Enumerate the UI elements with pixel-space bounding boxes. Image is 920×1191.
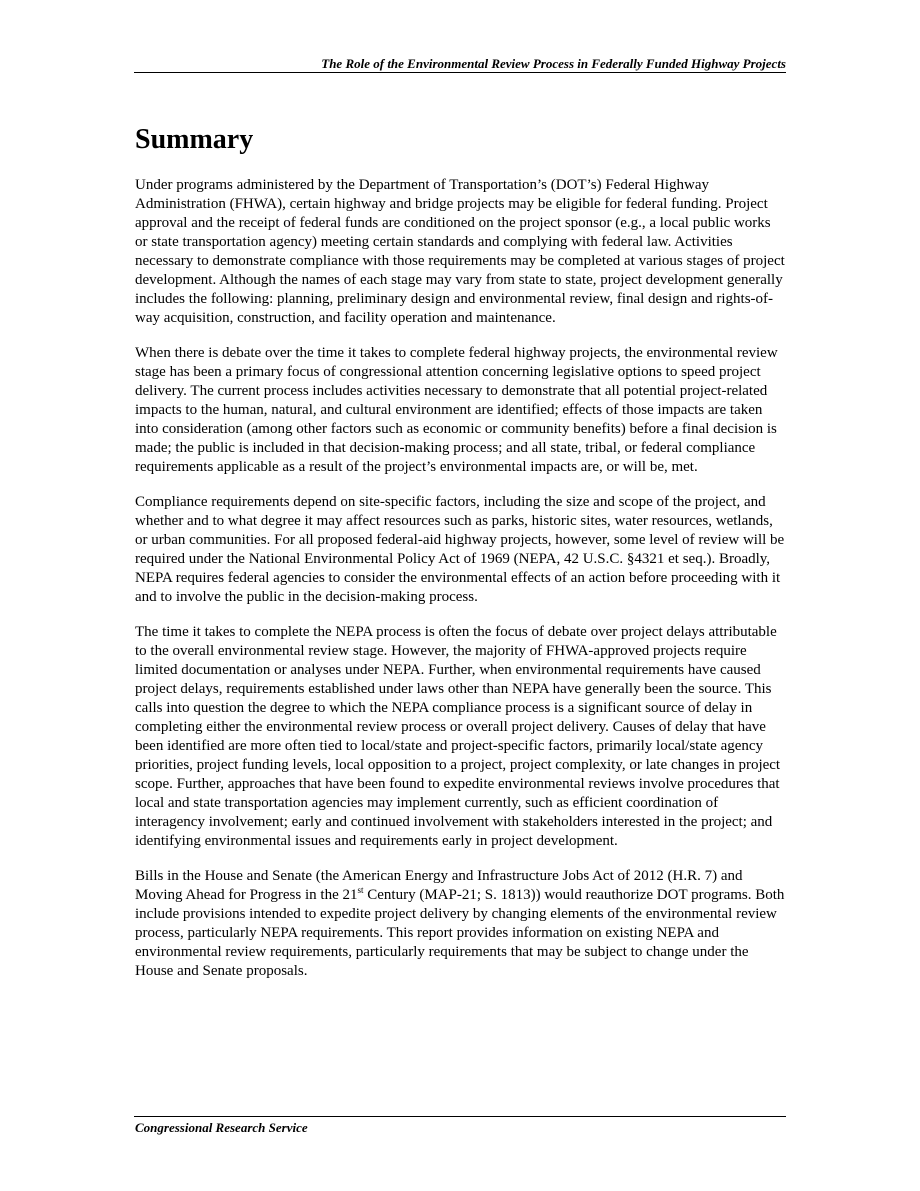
paragraph-5-text-start: Bills in the House and Senate (the American Energy and Infrastructure Jobs Act of 2012 (H.R. 7) and Moving Ahead for Progress in the 21	[135, 868, 743, 903]
paragraph-5-text-end: Century (MAP-21; S. 1813)) would reauthorize DOT programs. Both include provisions intended to expedite project delivery by changing elements of the environmental review process, particularly NEPA requirements. This report provides information on existing NEPA and environmental review requirements, particularly requirements that may be subject to change under the House and Senate proposals.	[135, 887, 785, 979]
header-rule	[134, 72, 786, 73]
summary-paragraph-2: When there is debate over the time it takes to complete federal highway projects, the environmental review stage has been a primary focus of congressional attention concerning legislative options to speed project delivery. The current process includes activities necessary to demonstrate that all potential project-related impacts to the human, natural, and cultural environment are identified; effects of those impacts are taken into consideration (among other factors such as economic or community benefits) before a final decision is made; the public is included in that decision-making process; and all state, tribal, or federal compliance requirements applicable as a result of the project’s environmental impacts are, or will be, met.	[135, 345, 778, 475]
summary-body	[135, 176, 785, 997]
summary-paragraph-3: Compliance requirements depend on site-specific factors, including the size and scope of the project, and whether and to what degree it may affect resources such as parks, historic sites, water resources, wetlands, or urban communities. For all proposed federal-aid highway projects, however, some level of review will be required under the National Environmental Policy Act of 1969 (NEPA, 42 U.S.C. §4321 et seq.). Broadly, NEPA requires federal agencies to consider the environmental effects of an action before proceeding with it and to involve the public in the decision-making process.	[135, 494, 785, 605]
running-footer: Congressional Research Service	[135, 1120, 308, 1135]
summary-paragraph-5	[135, 867, 785, 981]
summary-paragraph-1: Under programs administered by the Department of Transportation’s (DOT’s) Federal Highway Administration (FHWA), certain highway and bridge projects may be eligible for federal funding. Project approval and the receipt of federal funds are conditioned on the project sponsor (e.g., a local public works or state transportation agency) meeting certain standards and complying with federal law. Activities necessary to demonstrate compliance with those requirements may be completed at various stages of project development. Although the names of each stage may vary from state to state, project development generally includes the following: planning, preliminary design and environmental review, final design and rights-of-way acquisition, construction, and facility operation and maintenance.	[135, 177, 785, 326]
ordinal-superscript: st	[357, 885, 364, 895]
summary-paragraph-4: The time it takes to complete the NEPA process is often the focus of debate over project delays attributable to the overall environmental review stage. However, the majority of FHWA-approved projects require limited documentation or analyses under NEPA. Further, when environmental requirements have caused project delays, requirements established under laws other than NEPA have generally been the source. This calls into question the degree to which the NEPA compliance process is a significant source of delay in completing either the environmental review process or overall project delivery. Causes of delay that have been identified are more often tied to local/state and project-specific factors, primarily local/state agency priorities, project funding levels, local opposition to a project, project complexity, or late changes in project scope. Further, approaches that have been found to expedite environmental reviews involve procedures that local and state transportation agencies may implement currently, such as efficient coordination of interagency involvement; early and continued involvement with stakeholders interested in the project; and identifying environmental issues and requirements early in project development.	[135, 624, 781, 849]
footer-rule	[134, 1116, 786, 1117]
page-title: Summary	[135, 124, 254, 155]
running-header: The Role of the Environmental Review Process in Federally Funded Highway Projects	[321, 56, 786, 71]
